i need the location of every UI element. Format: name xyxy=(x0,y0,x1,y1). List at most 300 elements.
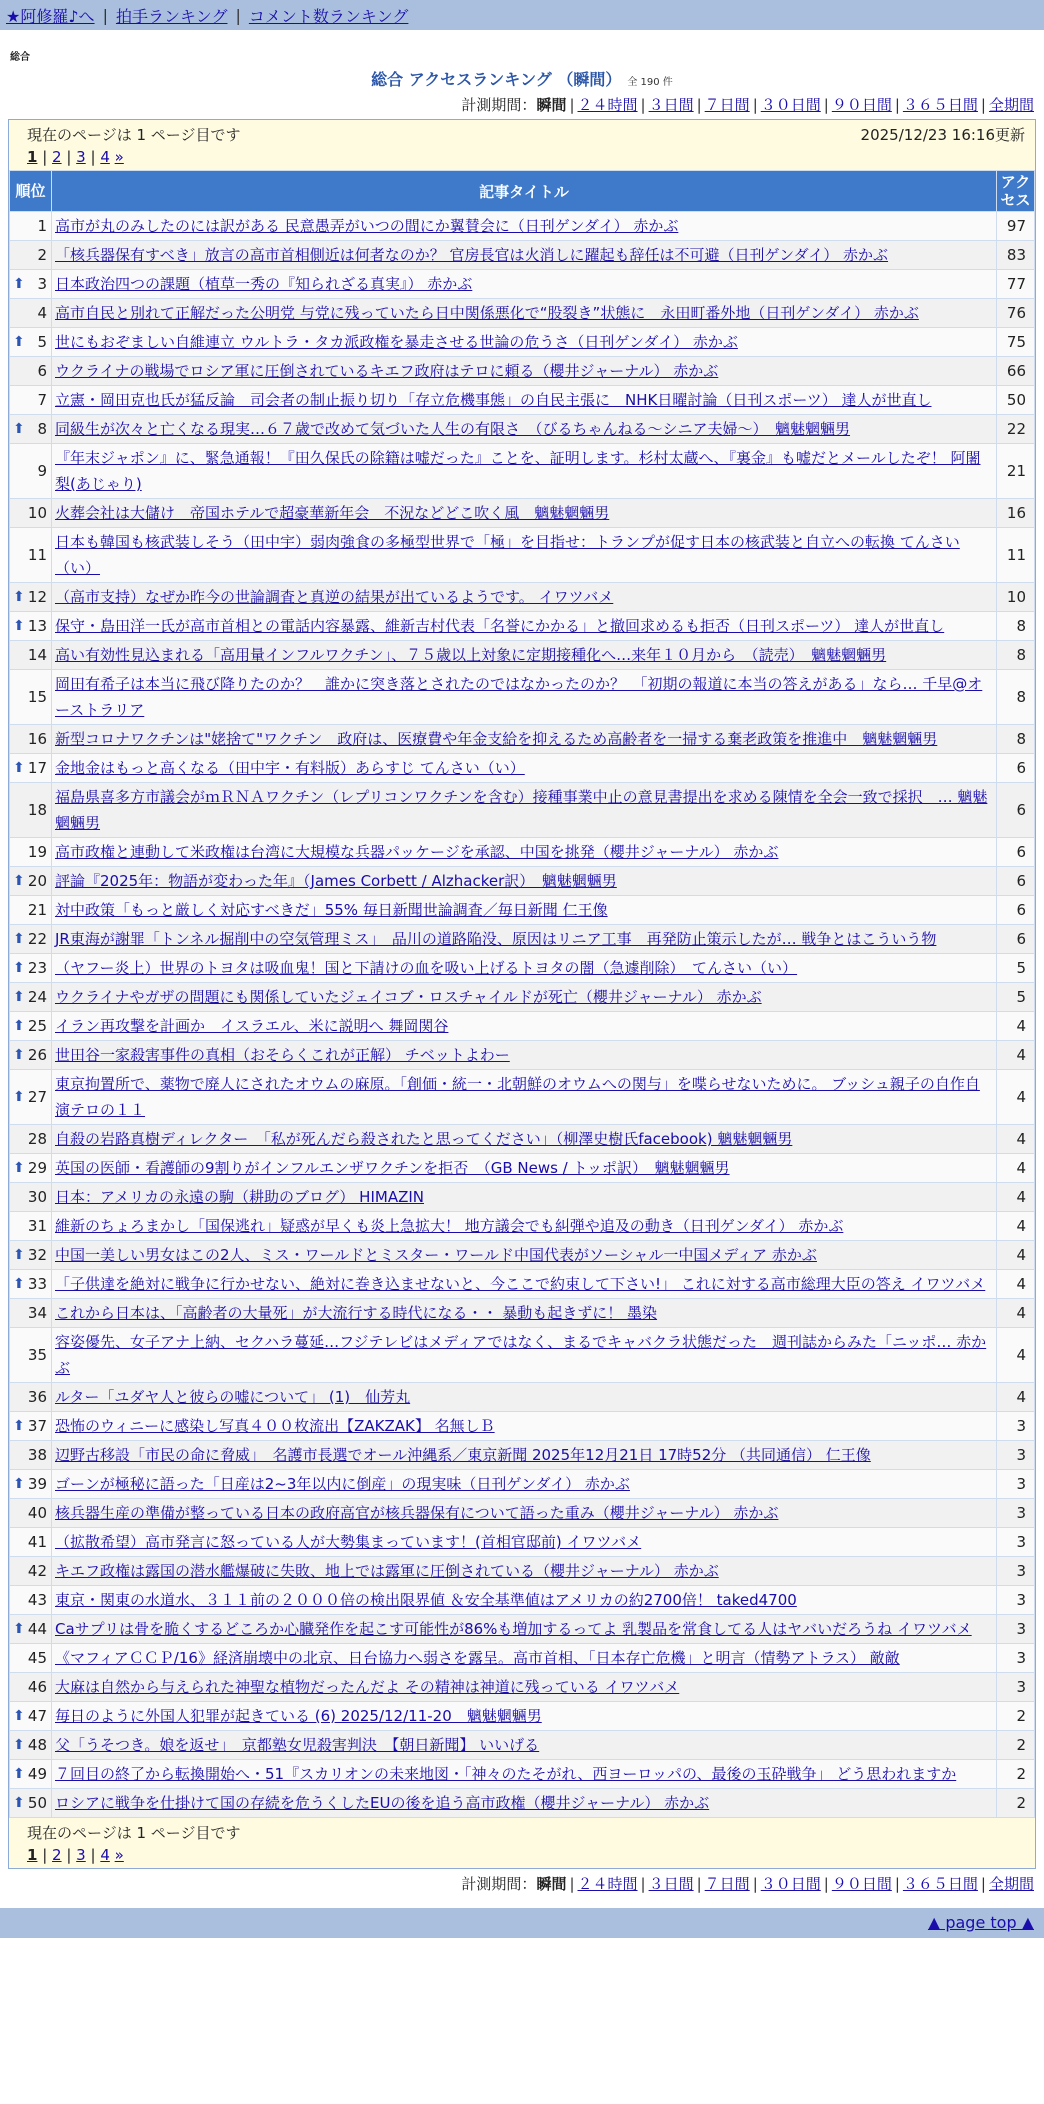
article-link[interactable]: 辺野古移設「市民の命に脅威」 名護市長選でオール沖縄系／東京新聞 2025年12月21日 17時52分 （共同通信） 仁王像 xyxy=(55,1446,871,1464)
rank-cell xyxy=(10,499,52,528)
title-cell xyxy=(52,1673,997,1702)
access-count: 8 xyxy=(997,670,1035,725)
rank-number: 12 xyxy=(27,588,47,606)
title-cell xyxy=(52,212,997,241)
rank-number: 40 xyxy=(27,1504,47,1522)
rank-cell xyxy=(10,299,52,328)
rank-cell xyxy=(10,867,52,896)
period-link[interactable]: ９０日間 xyxy=(831,96,892,114)
page-top-link[interactable]: ▲ page top ▲ xyxy=(927,1913,1034,1932)
access-count: 4 xyxy=(997,1070,1035,1125)
comment-ranking-link[interactable]: コメント数ランキング xyxy=(248,6,409,26)
article-link[interactable]: イラン再攻撃を計画か イスラエル、米に説明へ 舞岡関谷 xyxy=(55,1017,449,1035)
access-count: 6 xyxy=(997,867,1035,896)
table-row xyxy=(10,1412,1035,1441)
table-row xyxy=(10,444,1035,499)
table-row xyxy=(10,725,1035,754)
up-arrow-icon: ⬆ xyxy=(13,1160,25,1176)
table-row xyxy=(10,415,1035,444)
rank-number: 20 xyxy=(27,872,47,890)
article-link[interactable]: ７回目の終了から転換開始へ・51『スカリオンの未来地図・「神々のたそがれ、西ヨーロッパの、最後の玉砕戦争」 どう思われますか xyxy=(55,1765,957,1783)
rank-cell xyxy=(10,783,52,838)
table-row xyxy=(10,1470,1035,1499)
access-count: 2 xyxy=(997,1760,1035,1789)
article-link[interactable]: 容姿優先、女子アナ上納、セクハラ蔓延…フジテレビはメディアではなく、まるでキャバクラ状態だった 週刊誌からみた「ニッポ… 赤かぶ xyxy=(55,1333,987,1377)
table-row xyxy=(10,1270,1035,1299)
rank-cell xyxy=(10,725,52,754)
article-link[interactable]: （ヤフー炎上）世界のトヨタは吸血鬼！国と下請けの血を吸い上げるトヨタの闇（急遽削除） てんさい（い） xyxy=(55,959,798,977)
up-arrow-icon: ⬆ xyxy=(13,1737,25,1753)
up-arrow-icon: ⬆ xyxy=(13,1018,25,1034)
article-link[interactable]: 新型コロナワクチンは"姥捨て"ワクチン 政府は、医療費や年金支給を抑えるため高齢者を一掃する棄老政策を推進中 魑魅魍魎男 xyxy=(55,730,938,748)
rank-cell xyxy=(10,1012,52,1041)
article-link[interactable]: 《マフィアＣＣＰ/16》経済崩壊中の北京、日台協力へ弱さを露呈。高市首相、「日本存亡危機」と明言（情勢アトラス） 敵敵 xyxy=(55,1649,900,1667)
title-cell xyxy=(52,1383,997,1412)
title-cell xyxy=(52,1183,997,1212)
rank-number: 1 xyxy=(37,217,47,235)
article-link[interactable]: ロシアに戦争を仕掛けて国の存続を危うくしたEUの後を追う高市政権（櫻井ジャーナル） 赤かぶ xyxy=(55,1794,710,1812)
rank-number: 16 xyxy=(27,730,47,748)
access-count: 4 xyxy=(997,1183,1035,1212)
table-header-row xyxy=(10,171,1035,212)
article-link[interactable]: 火葬会社は大儲け 帝国ホテルで超豪華新年会 不況などどこ吹く風 魑魅魍魎男 xyxy=(55,504,610,522)
access-count: 21 xyxy=(997,444,1035,499)
title-cell xyxy=(52,1212,997,1241)
title-cell xyxy=(52,328,997,357)
title-cell xyxy=(52,1702,997,1731)
title-cell xyxy=(52,499,997,528)
next-page-link[interactable]: » xyxy=(114,148,124,166)
rank-number: 11 xyxy=(27,546,47,564)
access-count: 66 xyxy=(997,357,1035,386)
period-link[interactable]: ９０日間 xyxy=(831,1875,892,1893)
nav-separator: | xyxy=(235,5,241,25)
rank-cell xyxy=(10,1212,52,1241)
title-cell xyxy=(52,1441,997,1470)
rank-cell xyxy=(10,528,52,583)
title-cell xyxy=(52,241,997,270)
access-count: 50 xyxy=(997,386,1035,415)
table-row xyxy=(10,583,1035,612)
rank-number: 46 xyxy=(27,1678,47,1696)
title-cell xyxy=(52,1615,997,1644)
period-separator: | xyxy=(640,1875,646,1893)
rank-number: 6 xyxy=(37,362,47,380)
page-separator: | xyxy=(85,1846,101,1864)
ranking-frame xyxy=(8,119,1036,1869)
title-cell xyxy=(52,1731,997,1760)
rank-number: 18 xyxy=(27,801,47,819)
article-link[interactable]: 岡田有希子は本当に飛び降りたのか？ 誰かに突き落とされたのではなかったのか？ 「初期の報道に本当の答えがある」なら… 千早@オーストラリア xyxy=(55,675,983,719)
rank-cell xyxy=(10,415,52,444)
rank-cell xyxy=(10,1383,52,1412)
article-link[interactable]: 福島県喜多方市議会がｍＲＮＡワクチン（レプリコンワクチンを含む）接種事業中止の意見書提出を求める陳情を全会一致で採択 … 魑魅魍魎男 xyxy=(55,788,988,832)
period-link[interactable]: ２４時間 xyxy=(577,1875,638,1893)
access-count: 4 xyxy=(997,1212,1035,1241)
table-row xyxy=(10,1441,1035,1470)
title-cell xyxy=(52,896,997,925)
page-link[interactable]: 3 xyxy=(76,1846,86,1864)
table-row xyxy=(10,1154,1035,1183)
table-row xyxy=(10,1212,1035,1241)
rank-cell xyxy=(10,1470,52,1499)
title-cell xyxy=(52,670,997,725)
article-link[interactable]: 評論『2025年：物語が変わった年』（James Corbett / Alzhacker訳） 魑魅魍魎男 xyxy=(55,872,617,890)
table-row xyxy=(10,328,1035,357)
table-row xyxy=(10,754,1035,783)
table-row xyxy=(10,1731,1035,1760)
up-arrow-icon: ⬆ xyxy=(13,873,25,889)
table-row xyxy=(10,954,1035,983)
up-arrow-icon: ⬆ xyxy=(13,1766,25,1782)
table-row xyxy=(10,1299,1035,1328)
top-nav-bar xyxy=(0,0,1044,30)
rank-cell xyxy=(10,1528,52,1557)
rank-number: 22 xyxy=(27,930,47,948)
title-cell xyxy=(52,1070,997,1125)
updated-time: 2025/12/23 16:16更新 xyxy=(860,126,1025,144)
title-cell xyxy=(52,641,997,670)
article-link[interactable]: 世田谷一家殺害事件の真相（おそらくこれが正解） チベットよわー xyxy=(55,1046,510,1064)
title-header: 記事タイトル xyxy=(52,171,997,212)
article-link[interactable]: 自殺の岩路真樹ディレクター 「私が死んだら殺されたと思ってください」（柳澤史樹氏facebook) 魑魅魍魎男 xyxy=(55,1130,793,1148)
period-separator: | xyxy=(640,96,646,114)
title-cell xyxy=(52,1299,997,1328)
article-link[interactable]: 毎日のように外国人犯罪が起きている (6) 2025/12/11-20 魑魅魍魎男 xyxy=(55,1707,542,1725)
rank-cell xyxy=(10,1041,52,1070)
period-separator: | xyxy=(823,1875,829,1893)
table-row xyxy=(10,1644,1035,1673)
article-link[interactable]: 高市政権と連動して米政権は台湾に大規模な兵器パッケージを承認、中国を挑発（櫻井ジャーナル） 赤かぶ xyxy=(55,843,779,861)
access-count: 2 xyxy=(997,1702,1035,1731)
period-separator: | xyxy=(823,96,829,114)
title-cell xyxy=(52,528,997,583)
article-link[interactable]: 東京拘置所で、薬物で廃人にされたオウムの麻原。「創価・統一・北朝鮮のオウムへの関与」を喋らせないために。 ブッシュ親子の自作自演テロの１１ xyxy=(55,1075,980,1119)
article-link[interactable]: ゴーンが極秘に語った「日産は2~3年以内に倒産」の現実味（日刊ゲンダイ） 赤かぶ xyxy=(55,1475,630,1493)
rank-cell xyxy=(10,1270,52,1299)
rank-number: 48 xyxy=(27,1736,47,1754)
rank-number: 19 xyxy=(27,843,47,861)
title-cell xyxy=(52,1154,997,1183)
title-cell xyxy=(52,1125,997,1154)
article-link[interactable]: （高市支持）なぜか昨今の世論調査と真逆の結果が出ているようです。 イワツバメ xyxy=(55,588,614,606)
rank-number: 44 xyxy=(27,1620,47,1638)
up-arrow-icon: ⬆ xyxy=(13,960,25,976)
access-count: 3 xyxy=(997,1586,1035,1615)
access-count: 6 xyxy=(997,838,1035,867)
rank-cell xyxy=(10,386,52,415)
table-row xyxy=(10,1760,1035,1789)
up-arrow-icon: ⬆ xyxy=(13,1047,25,1063)
access-count: 4 xyxy=(997,1041,1035,1070)
rank-number: 34 xyxy=(27,1304,47,1322)
page-links xyxy=(27,1846,1025,1864)
page-link[interactable]: 3 xyxy=(76,148,86,166)
title-cell xyxy=(52,1644,997,1673)
article-link[interactable]: （拡散希望）高市発言に怒っている人が大勢集まっています！(首相官邸前) イワツバメ xyxy=(55,1533,642,1551)
article-link[interactable]: 同級生が次々と亡くなる現実…６７歳で改めて気づいた人生の有限さ （びるちゃんねる～シニア夫婦～） 魑魅魍魎男 xyxy=(55,420,851,438)
rank-cell xyxy=(10,1070,52,1125)
access-count: 6 xyxy=(997,896,1035,925)
table-row xyxy=(10,1615,1035,1644)
rank-cell xyxy=(10,1789,52,1818)
table-row xyxy=(10,1012,1035,1041)
article-link[interactable]: ルター「ユダヤ人と彼らの嘘について」 (1) 仙芳丸 xyxy=(55,1388,411,1406)
access-count: 97 xyxy=(997,212,1035,241)
article-link[interactable]: 核兵器生産の準備が整っている日本の政府高官が核兵器保有について語った重み（櫻井ジャーナル） 赤かぶ xyxy=(55,1504,779,1522)
period-link[interactable]: ３０日間 xyxy=(760,1875,821,1893)
period-link[interactable]: ２４時間 xyxy=(577,96,638,114)
period-separator: | xyxy=(894,96,900,114)
page-link[interactable]: 4 xyxy=(100,148,110,166)
article-link[interactable]: 「子供達を絶対に戦争に行かせない、絶対に巻き込ませないと、今ここで約束して下さい!」 これに対する高市総理大臣の答え イワツバメ xyxy=(55,1275,986,1293)
article-link[interactable]: 高市が丸のみしたのには訳がある 民意愚弄がいつの間にか翼賛会に（日刊ゲンダイ） 赤かぶ xyxy=(55,217,679,235)
period-selector-bottom xyxy=(8,1873,1034,1894)
table-row xyxy=(10,212,1035,241)
table-row xyxy=(10,1041,1035,1070)
table-row xyxy=(10,299,1035,328)
access-count: 3 xyxy=(997,1673,1035,1702)
page-current: 1 xyxy=(27,148,38,166)
article-link[interactable]: 東京・関東の水道水、３１１前の２０００倍の検出限界値 ＆安全基準値はアメリカの約2700倍！ taked4700 xyxy=(55,1591,797,1609)
access-count: 22 xyxy=(997,415,1035,444)
rank-cell xyxy=(10,212,52,241)
rank-number: 9 xyxy=(37,462,47,480)
title-cell xyxy=(52,954,997,983)
period-link[interactable]: ３日間 xyxy=(648,96,694,114)
article-link[interactable]: 高い有効性見込まれる「高用量インフルワクチン」、７５歳以上対象に定期接種化へ…来年１０月から （読売） 魑魅魍魎男 xyxy=(55,646,887,664)
period-separator: | xyxy=(980,1875,986,1893)
pager-top xyxy=(9,120,1035,170)
ranking-title: 総合 アクセスランキング （瞬間） xyxy=(371,70,622,89)
title-cell xyxy=(52,1470,997,1499)
rank-cell xyxy=(10,328,52,357)
title-cell xyxy=(52,612,997,641)
access-count: 3 xyxy=(997,1441,1035,1470)
period-selector-top xyxy=(8,94,1034,115)
access-count: 8 xyxy=(997,725,1035,754)
rank-cell xyxy=(10,1412,52,1441)
rank-cell xyxy=(10,1615,52,1644)
access-count: 2 xyxy=(997,1789,1035,1818)
rank-cell xyxy=(10,925,52,954)
article-link[interactable]: これから日本は、「高齢者の大量死」が大流行する時代になる・・ 暴動も起きずに！ 墨染 xyxy=(55,1304,658,1322)
rank-cell xyxy=(10,1557,52,1586)
rank-cell xyxy=(10,612,52,641)
page-link[interactable]: 2 xyxy=(52,1846,62,1864)
period-link[interactable]: 全期間 xyxy=(988,1875,1034,1893)
next-page-link[interactable]: » xyxy=(114,1846,124,1864)
up-arrow-icon: ⬆ xyxy=(13,1708,25,1724)
table-row xyxy=(10,896,1035,925)
title-cell xyxy=(52,583,997,612)
article-link[interactable]: ウクライナやガザの問題にも関係していたジェイコブ・ロスチャイルドが死亡（櫻井ジャーナル） 赤かぶ xyxy=(55,988,762,1006)
rank-cell xyxy=(10,1586,52,1615)
article-link[interactable]: 立憲・岡田克也氏が猛反論 司会者の制止振り切り「存立危機事態」の自民主張に NHK日曜討論（日刊スポーツ） 達人が世直し xyxy=(55,391,932,409)
table-row xyxy=(10,1183,1035,1212)
table-row xyxy=(10,1125,1035,1154)
article-link[interactable]: 日本も韓国も核武装しそう（田中宇）弱肉強食の多極型世界で「極」を目指せ：トランプが促す日本の核武装と自立への転換 てんさい（い） xyxy=(55,533,960,577)
table-row xyxy=(10,528,1035,583)
title-cell xyxy=(52,983,997,1012)
current-page-text: 現在のページは 1 ページ目です xyxy=(27,1824,241,1842)
up-arrow-icon: ⬆ xyxy=(13,1476,25,1492)
article-link[interactable]: 金地金はもっと高くなる（田中宇・有料版）あらすじ てんさい（い） xyxy=(55,759,525,777)
table-row xyxy=(10,925,1035,954)
article-link[interactable]: 世にもおぞましい自維連立 ウルトラ・タカ派政権を暴走させる世論の危うさ（日刊ゲンダイ） 赤かぶ xyxy=(55,333,738,351)
pager-bottom xyxy=(9,1818,1035,1868)
up-arrow-icon: ⬆ xyxy=(13,989,25,1005)
access-count: 3 xyxy=(997,1412,1035,1441)
title-cell xyxy=(52,415,997,444)
access-count: 5 xyxy=(997,954,1035,983)
access-count: 4 xyxy=(997,1241,1035,1270)
article-link[interactable]: 恐怖のウィニーに感染し写真４００枚流出【ZAKZAK】 名無しＢ xyxy=(55,1417,495,1435)
rank-cell xyxy=(10,1125,52,1154)
page-title xyxy=(8,67,1036,90)
up-arrow-icon: ⬆ xyxy=(13,334,25,350)
title-cell xyxy=(52,1328,997,1383)
article-link[interactable]: 日本：アメリカの永遠の駒（耕助のブログ） HIMAZIN xyxy=(55,1188,424,1206)
title-cell xyxy=(52,1012,997,1041)
up-arrow-icon: ⬆ xyxy=(13,931,25,947)
article-link[interactable]: 保守・島田洋一氏が高市首相との電話内容暴露、維新吉村代表「名誉にかかる」と撤回求めるも拒否（日刊スポーツ） 達人が世直し xyxy=(55,617,945,635)
rank-number: 42 xyxy=(27,1562,47,1580)
table-row xyxy=(10,670,1035,725)
article-link[interactable]: Caサプリは骨を脆くするどころか心臓発作を起こす可能性が86%も増加するってよ 乳製品を常食してる人はヤバいだろうね イワツバメ xyxy=(55,1620,972,1638)
table-row xyxy=(10,499,1035,528)
article-link[interactable]: 中国一美しい男女はこの2人、ミス・ワールドとミスター・ワールド中国代表がソーシャル一中国メディア 赤かぶ xyxy=(55,1246,817,1264)
table-row xyxy=(10,386,1035,415)
period-separator: | xyxy=(569,1875,575,1893)
rank-cell xyxy=(10,1328,52,1383)
up-arrow-icon: ⬆ xyxy=(13,1418,25,1434)
clap-ranking-link[interactable]: 拍手ランキング xyxy=(115,6,228,26)
access-count: 77 xyxy=(997,270,1035,299)
access-count: 6 xyxy=(997,925,1035,954)
rank-number: 28 xyxy=(27,1130,47,1148)
access-count: 6 xyxy=(997,783,1035,838)
rank-cell xyxy=(10,1760,52,1789)
period-separator: | xyxy=(752,1875,758,1893)
article-link[interactable]: 日本政治四つの課題（植草一秀の『知られざる真実』） 赤かぶ xyxy=(55,275,473,293)
article-link[interactable]: 英国の医師・看護師の9割りがインフルエンザワクチンを拒否 （GB News / トッポ訳） 魑魅魍魎男 xyxy=(55,1159,730,1177)
article-link[interactable]: ウクライナの戦場でロシア軍に圧倒されているキエフ政府はテロに頼る（櫻井ジャーナル） 赤かぶ xyxy=(55,362,719,380)
access-count: 8 xyxy=(997,612,1035,641)
article-link[interactable]: 「核兵器保有すべき」放言の高市首相側近は何者なのか？ 官房長官は火消しに躍起も辞任は不可避（日刊ゲンダイ） 赤かぶ xyxy=(55,246,889,264)
access-header: アクセス xyxy=(997,171,1035,212)
rank-number: 3 xyxy=(37,275,47,293)
period-link[interactable]: ３日間 xyxy=(648,1875,694,1893)
home-link[interactable]: ★阿修羅♪へ xyxy=(6,6,95,26)
access-count: 4 xyxy=(997,1299,1035,1328)
page-separator: | xyxy=(61,1846,77,1864)
bottom-bar xyxy=(0,1908,1044,1938)
rank-number: 49 xyxy=(27,1765,47,1783)
rank-number: 14 xyxy=(27,646,47,664)
title-cell xyxy=(52,386,997,415)
page-separator: | xyxy=(37,148,53,166)
rank-number: 4 xyxy=(37,304,47,322)
up-arrow-icon: ⬆ xyxy=(13,589,25,605)
period-link[interactable]: ３６５日間 xyxy=(902,96,978,114)
rank-number: 10 xyxy=(27,504,47,522)
title-cell xyxy=(52,1557,997,1586)
site-label: 総合 xyxy=(10,52,30,63)
rank-number: 50 xyxy=(27,1794,47,1812)
period-label: 計測期間： xyxy=(461,1875,537,1893)
access-count: 2 xyxy=(997,1731,1035,1760)
title-cell xyxy=(52,783,997,838)
table-row xyxy=(10,641,1035,670)
period-link[interactable]: ３０日間 xyxy=(760,96,821,114)
access-count: 5 xyxy=(997,983,1035,1012)
table-row xyxy=(10,1789,1035,1818)
rank-number: 33 xyxy=(27,1275,47,1293)
page-separator: | xyxy=(61,148,77,166)
table-row xyxy=(10,867,1035,896)
article-link[interactable]: 大麻は自然から与えられた神聖な植物だったんだよ その精神は神道に残っている イワツバメ xyxy=(55,1678,680,1696)
access-count: 4 xyxy=(997,1125,1035,1154)
rank-number: 30 xyxy=(27,1188,47,1206)
title-cell xyxy=(52,357,997,386)
period-separator: | xyxy=(696,1875,702,1893)
title-cell xyxy=(52,754,997,783)
up-arrow-icon: ⬆ xyxy=(13,1621,25,1637)
access-count: 11 xyxy=(997,528,1035,583)
table-row xyxy=(10,783,1035,838)
table-row xyxy=(10,1241,1035,1270)
access-count: 3 xyxy=(997,1470,1035,1499)
rank-cell xyxy=(10,1499,52,1528)
title-cell xyxy=(52,725,997,754)
access-count: 3 xyxy=(997,1557,1035,1586)
article-link[interactable]: 維新のちょろまかし「国保逃れ」疑惑が早くも炎上急拡大！ 地方議会でも糾弾や追及の動き（日刊ゲンダイ） 赤かぶ xyxy=(55,1217,844,1235)
up-arrow-icon: ⬆ xyxy=(13,421,25,437)
rank-number: 36 xyxy=(27,1388,47,1406)
period-separator: | xyxy=(752,96,758,114)
article-link[interactable]: 対中政策「もっと厳しく対応すべきだ」55% 毎日新聞世論調査／毎日新聞 仁王像 xyxy=(55,901,608,919)
page-link[interactable]: 4 xyxy=(100,1846,110,1864)
title-cell xyxy=(52,1241,997,1270)
access-count: 4 xyxy=(997,1154,1035,1183)
period-link[interactable]: 全期間 xyxy=(988,96,1034,114)
table-row xyxy=(10,241,1035,270)
page-links xyxy=(27,148,1025,166)
title-cell xyxy=(52,1528,997,1557)
period-current: 瞬間 xyxy=(536,96,567,114)
title-cell xyxy=(52,925,997,954)
period-link[interactable]: ７日間 xyxy=(704,96,750,114)
article-link[interactable]: 父「うそつき。娘を返せ」 京都塾女児殺害判決 【朝日新聞】 いいげる xyxy=(55,1736,540,1754)
up-arrow-icon: ⬆ xyxy=(13,1795,25,1811)
title-cell xyxy=(52,1412,997,1441)
access-count: 10 xyxy=(997,583,1035,612)
rank-cell xyxy=(10,754,52,783)
period-link[interactable]: ７日間 xyxy=(704,1875,750,1893)
page-separator: | xyxy=(37,1846,53,1864)
article-link[interactable]: 高市自民と別れて正解だった公明党 与党に残っていたら日中関係悪化で“股裂き”状態に 永田町番外地（日刊ゲンダイ） 赤かぶ xyxy=(55,304,919,322)
page-separator: | xyxy=(85,148,101,166)
article-link[interactable]: JR東海が謝罪「トンネル掘削中の空気管理ミス」 品川の道路陥没、原因はリニア工事 再発防止策示したが… 戦争とはこういう物 xyxy=(55,930,937,948)
period-link[interactable]: ３６５日間 xyxy=(902,1875,978,1893)
access-count: 75 xyxy=(997,328,1035,357)
article-link[interactable]: 『年末ジャポン』に、緊急通報！『田久保氏の除籍は嘘だった』ことを、証明します。杉村太蔵へ、『裏金』も嘘だとメールしたぞ！ 阿闍梨(あじゃり) xyxy=(55,449,981,493)
rank-cell xyxy=(10,1241,52,1270)
access-count: 4 xyxy=(997,1012,1035,1041)
page-link[interactable]: 2 xyxy=(52,148,62,166)
article-link[interactable]: キエフ政権は露国の潜水艦爆破に失敗、地上では露軍に圧倒されている（櫻井ジャーナル） 赤かぶ xyxy=(55,1562,719,1580)
